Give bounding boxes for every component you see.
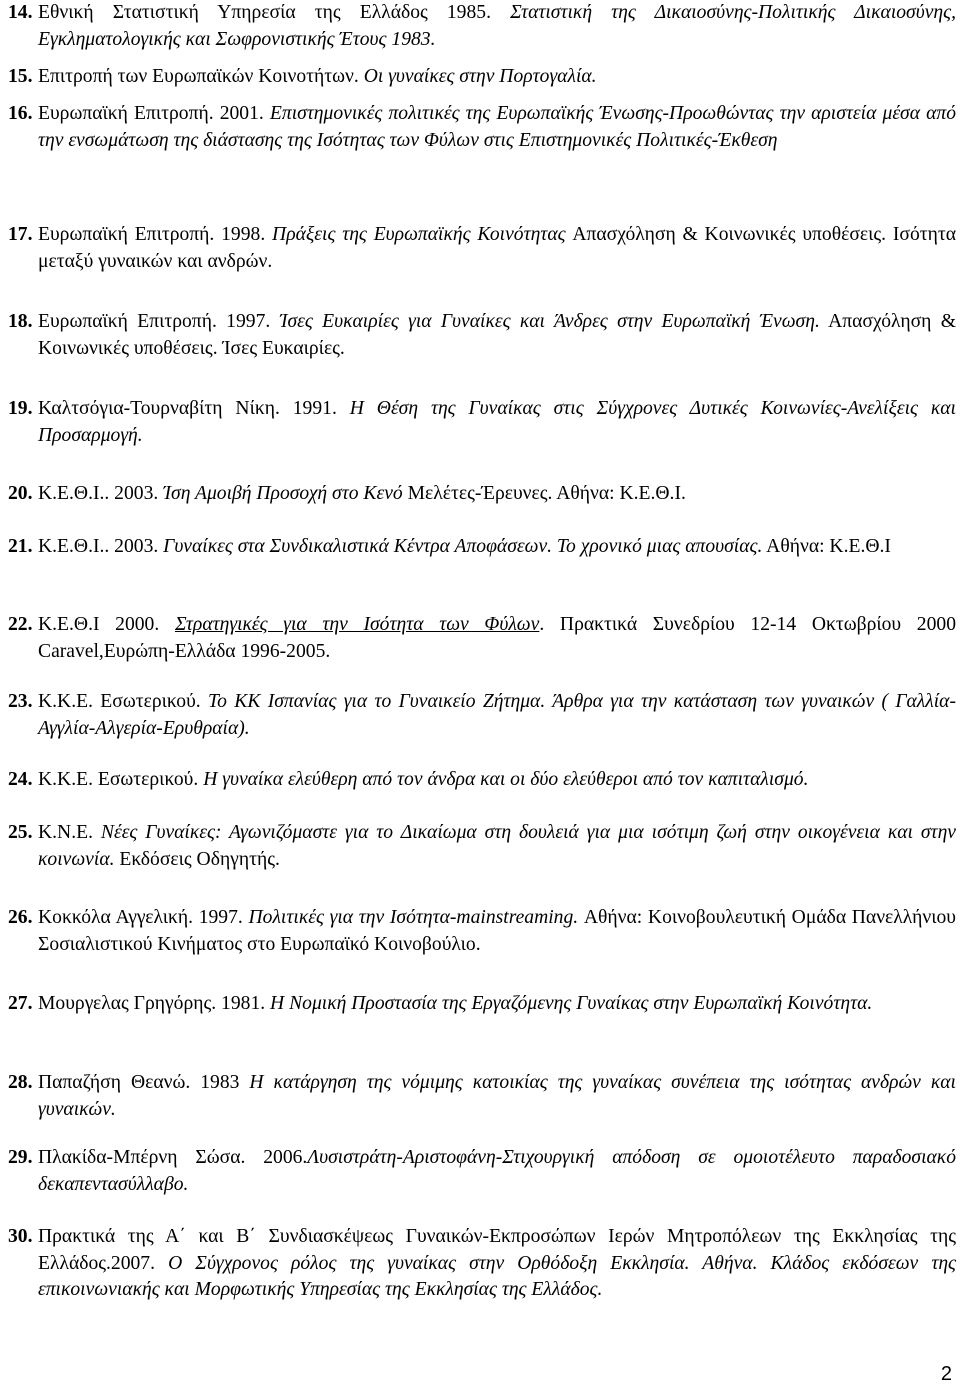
reference-number: 14. bbox=[8, 2, 33, 23]
reference-text: . Πρακτικά Συνεδρίου 12-14 Οκτωβρίου 2000 Caravel,Ευρώπη-Ελλάδα 1996-2005. bbox=[38, 614, 956, 662]
reference-title: Λυσιστράτη-Αριστοφάνη-Στιχουργική απόδοση σε ομοιοτέλευτο παραδοσιακό δεκαπεντασύλλαβο. bbox=[38, 1147, 956, 1195]
reference-number: 15. bbox=[8, 66, 33, 87]
reference-title: Ίση Αμοιβή Προσοχή στο Κενό bbox=[163, 483, 408, 504]
reference-text: Μελέτες-Έρευνες. Αθήνα: Κ.Ε.Θ.Ι. bbox=[407, 483, 686, 504]
reference-text: Πρακτικά της Α΄ και Β΄ Συνδιασκέψεως Γυναικών-Εκπροσώπων Ιερών Μητροπόλεων της Εκκλησίας της Ελλάδος.2007. bbox=[38, 1226, 956, 1274]
reference-title: Ίσες Ευκαιρίες για Γυναίκες και Άνδρες στην Ευρωπαϊκή Ένωση. bbox=[279, 311, 820, 332]
reference-item bbox=[8, 820, 956, 873]
reference-number: 27. bbox=[8, 993, 33, 1014]
reference-number: 16. bbox=[8, 103, 33, 124]
reference-number: 19. bbox=[8, 398, 33, 419]
reference-number: 26. bbox=[8, 907, 33, 928]
reference-title: Οι γυναίκες στην Πορτογαλία. bbox=[363, 66, 597, 87]
reference-item bbox=[8, 396, 956, 449]
reference-number: 22. bbox=[8, 614, 33, 635]
reference-text: Πλακίδα-Μπέρνη Σώσα. 2006. bbox=[38, 1147, 308, 1168]
reference-text: Επιτροπή των Ευρωπαϊκών Κοινοτήτων. bbox=[38, 66, 364, 87]
reference-title: Γυναίκες στα Συνδικαλιστικά Κέντρα Αποφάσεων. Το χρονικό μιας απουσίας. bbox=[163, 536, 763, 557]
reference-title: Πολιτικές για την Ισότητα-mainstreaming. bbox=[248, 907, 579, 928]
reference-number: 24. bbox=[8, 769, 33, 790]
reference-title: Η Θέση της Γυναίκας στις Σύγχρονες Δυτικές Κοινωνίες-Ανελίξεις και Προσαρμογή. bbox=[38, 398, 956, 446]
reference-text: Κ.Κ.Ε. Εσωτερικού. bbox=[38, 769, 204, 790]
reference-item bbox=[8, 1145, 956, 1198]
reference-title: Στατιστική της Δικαιοσύνης-Πολιτικής Δικαιοσύνης, Εγκληματολογικής και Σωφρονιστικής Έτους 1983. bbox=[38, 2, 956, 50]
reference-number: 21. bbox=[8, 536, 33, 557]
reference-item bbox=[8, 991, 956, 1018]
reference-title: Η γυναίκα ελεύθερη από τον άνδρα και οι δύο ελεύθεροι από τον καπιταλισμό. bbox=[203, 769, 809, 790]
reference-title: Η Νομική Προστασία της Εργαζόμενης Γυναίκας στην Ευρωπαϊκή Κοινότητα. bbox=[270, 993, 873, 1014]
reference-item bbox=[8, 481, 956, 508]
reference-text: Εθνική Στατιστική Υπηρεσία της Ελλάδος 1985. bbox=[38, 2, 511, 23]
reference-number: 18. bbox=[8, 311, 33, 332]
reference-text: Κ.Ν.Ε. bbox=[38, 822, 101, 843]
reference-text: Ευρωπαϊκή Επιτροπή. 2001. bbox=[38, 103, 270, 124]
reference-title: Η κατάργηση της νόμιμης κατοικίας της γυναίκας συνέπεια της ισότητας ανδρών και γυναικών. bbox=[38, 1072, 956, 1120]
reference-number: 17. bbox=[8, 224, 33, 245]
reference-text: Ευρωπαϊκή Επιτροπή. 1998. bbox=[38, 224, 273, 245]
reference-item bbox=[8, 64, 956, 91]
reference-item bbox=[8, 612, 956, 665]
reference-title: Το ΚΚ Ισπανίας για το Γυναικείο Ζήτημα. Άρθρα για την κατάσταση των γυναικών ( Γαλλία-Αγγλία-Αλγερία-Ερυθραία). bbox=[38, 691, 956, 739]
reference-item bbox=[8, 1070, 956, 1123]
reference-title: Νέες Γυναίκες: Αγωνιζόμαστε για το Δικαίωμα στη δουλειά για μια ισότιμη ζωή στην οικογένεια και στην κοινωνία. bbox=[38, 822, 956, 870]
reference-item bbox=[8, 101, 956, 154]
reference-title: Στρατηγικές για την Ισότητα των Φύλων bbox=[174, 614, 540, 635]
reference-title: Επιστημονικές πολιτικές της Ευρωπαϊκής Ένωσης-Προωθώντας την αριστεία μέσα από την ενσωμάτωση της διάστασης της Ισότητας των Φύλων στις Επιστημονικές Πολιτικές-Έκθεση bbox=[38, 103, 956, 151]
reference-number: 30. bbox=[8, 1226, 33, 1247]
reference-text: Απασχόληση & Κοινωνικές υποθέσεις. Ίσες Ευκαιρίες. bbox=[38, 311, 956, 359]
reference-number: 20. bbox=[8, 483, 33, 504]
reference-number: 28. bbox=[8, 1072, 33, 1093]
reference-item bbox=[8, 905, 956, 958]
reference-item bbox=[8, 222, 956, 275]
reference-title: Ο Σύγχρονος ρόλος της γυναίκας στην Ορθόδοξη Εκκλησία. Αθήνα. Κλάδος εκδόσεων της επικοινωνιακής και Μορφωτικής Υπηρεσίας της Εκκλησίας της Ελλάδος. bbox=[38, 1252, 957, 1300]
reference-text: Κ.Ε.Θ.Ι.. 2003. bbox=[38, 536, 164, 557]
reference-text: Μουργελας Γρηγόρης. 1981. bbox=[38, 993, 271, 1014]
reference-item bbox=[8, 309, 956, 362]
reference-text: Ευρωπαϊκή Επιτροπή. 1997. bbox=[38, 311, 280, 332]
reference-title: Πράξεις της Ευρωπαϊκής Κοινότητας bbox=[272, 224, 573, 245]
reference-item bbox=[8, 1224, 956, 1304]
reference-text: Αθήνα: Κοινοβουλευτική Ομάδα Πανελλήνιου Σοσιαλιστικού Κινήματος στο Ευρωπαϊκό Κοινοβούλιο. bbox=[38, 907, 956, 955]
reference-text: Κοκκόλα Αγγελική. 1997. bbox=[38, 907, 249, 928]
reference-text: Αθήνα: Κ.Ε.Θ.Ι bbox=[762, 536, 891, 557]
reference-text: Κ.Κ.Ε. Εσωτερικού. bbox=[38, 691, 209, 712]
reference-number: 23. bbox=[8, 691, 33, 712]
reference-text: Κ.Ε.Θ.Ι.. 2003. bbox=[38, 483, 164, 504]
reference-item bbox=[8, 0, 956, 53]
reference-item bbox=[8, 689, 956, 742]
reference-text: Απασχόληση & Κοινωνικές υποθέσεις. Ισότητα μεταξύ γυναικών και ανδρών. bbox=[38, 224, 957, 272]
reference-number: 29. bbox=[8, 1147, 33, 1168]
reference-text: Εκδόσεις Οδηγητής. bbox=[114, 848, 280, 870]
reference-number: 25. bbox=[8, 822, 33, 843]
reference-text: Παπαζήση Θεανώ. 1983 bbox=[38, 1072, 250, 1093]
reference-text: Καλτσόγια-Τουρναβίτη Νίκη. 1991. bbox=[38, 398, 350, 419]
page-number: 2 bbox=[940, 1363, 952, 1385]
reference-item bbox=[8, 767, 956, 794]
reference-item bbox=[8, 534, 956, 561]
reference-text: Κ.Ε.Θ.Ι 2000. bbox=[38, 614, 175, 635]
